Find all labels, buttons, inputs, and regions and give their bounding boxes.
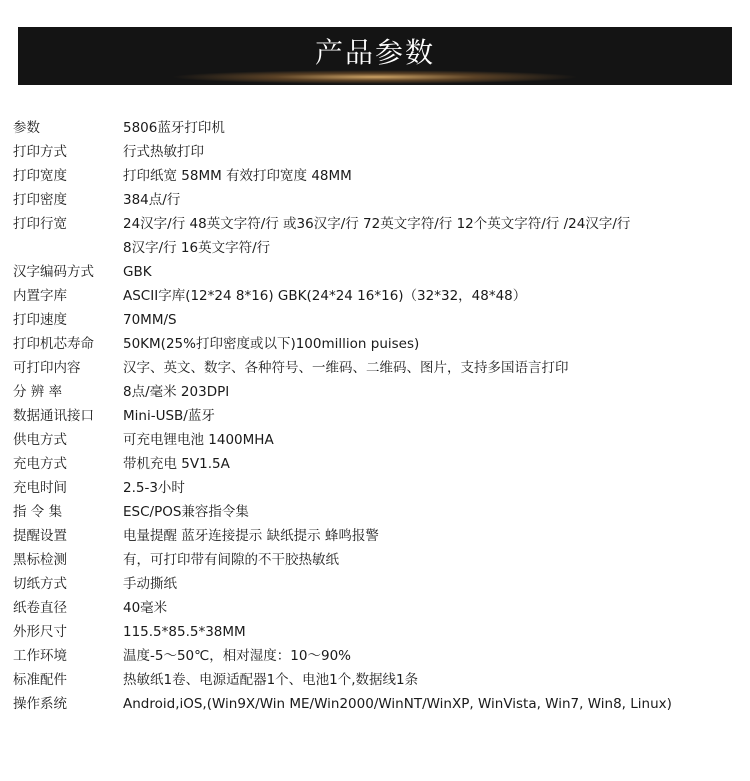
spec-value: 打印纸宽 58MM 有效打印宽度 48MM	[123, 168, 352, 184]
spec-label: 打印行宽	[13, 216, 67, 232]
spec-value: 115.5*85.5*38MM	[123, 624, 246, 640]
spec-row	[0, 573, 750, 595]
spec-label: 打印密度	[13, 192, 67, 208]
spec-value: GBK	[123, 264, 152, 280]
spec-label: 供电方式	[13, 432, 67, 448]
spec-row	[0, 213, 750, 235]
spec-label: 外形尺寸	[13, 624, 67, 640]
spec-value: 可充电锂电池 1400MHA	[123, 432, 274, 448]
spec-value: 8汉字/行 16英文字符/行	[123, 240, 271, 256]
spec-label: 打印方式	[13, 144, 67, 160]
spec-value: 8点/毫米 203DPI	[123, 384, 230, 400]
spec-value: ASCII字库(12*24 8*16) GBK(24*24 16*16)（32*32，48*48）	[123, 288, 527, 304]
spec-label: 可打印内容	[13, 360, 81, 376]
spec-label: 充电方式	[13, 456, 67, 472]
spec-value: 行式热敏打印	[123, 144, 204, 160]
spec-label: 汉字编码方式	[13, 264, 94, 280]
spec-row	[0, 333, 750, 355]
spec-label: 内置字库	[13, 288, 67, 304]
spec-label: 操作系统	[13, 696, 67, 712]
spec-label: 数据通讯接口	[13, 408, 94, 424]
spec-row	[0, 381, 750, 403]
spec-value: ESC/POS兼容指令集	[123, 504, 249, 520]
header-glow-decoration	[170, 70, 580, 84]
spec-value: 温度-5～50℃，相对湿度：10～90%	[123, 648, 351, 664]
spec-label: 指 令 集	[13, 504, 63, 520]
spec-value: 带机充电 5V1.5A	[123, 456, 230, 472]
spec-row	[0, 261, 750, 283]
spec-row	[0, 429, 750, 451]
spec-row	[0, 621, 750, 643]
spec-row	[0, 357, 750, 379]
spec-label: 充电时间	[13, 480, 67, 496]
spec-label: 标准配件	[13, 672, 67, 688]
spec-value: 汉字、英文、数字、各种符号、一维码、二维码、图片，支持多国语言打印	[123, 360, 569, 376]
spec-row	[0, 165, 750, 187]
spec-row	[0, 477, 750, 499]
spec-row	[0, 117, 750, 139]
spec-value: 手动撕纸	[123, 576, 177, 592]
spec-label: 工作环境	[13, 648, 67, 664]
spec-label: 参数	[13, 120, 40, 136]
spec-label: 切纸方式	[13, 576, 67, 592]
spec-row	[0, 501, 750, 523]
spec-value: 384点/行	[123, 192, 181, 208]
spec-value: 2.5-3小时	[123, 480, 185, 496]
spec-label: 打印机芯寿命	[13, 336, 94, 352]
spec-row	[0, 453, 750, 475]
spec-value: 24汉字/行 48英文字符/行 或36汉字/行 72英文字符/行 12个英文字符/行 /24汉字/行	[123, 216, 631, 232]
spec-value: Mini-USB/蓝牙	[123, 408, 215, 424]
spec-row	[0, 285, 750, 307]
spec-row-continuation	[0, 237, 750, 259]
spec-value: 50KM(25%打印密度或以下)100million puises)	[123, 336, 420, 352]
spec-row	[0, 669, 750, 691]
spec-label: 打印宽度	[13, 168, 67, 184]
page-title: 产品参数	[314, 36, 435, 69]
spec-label: 提醒设置	[13, 528, 67, 544]
spec-value: 电量提醒 蓝牙连接提示 缺纸提示 蜂鸣报警	[123, 528, 379, 544]
spec-row	[0, 141, 750, 163]
spec-label: 打印速度	[13, 312, 67, 328]
spec-value: 热敏纸1卷、电源适配器1个、电池1个,数据线1条	[123, 672, 419, 688]
spec-row	[0, 645, 750, 667]
spec-row	[0, 549, 750, 571]
spec-value: Android,iOS,(Win9X/Win ME/Win2000/WinNT/WinXP, WinVista, Win7, Win8, Linux)	[123, 696, 672, 712]
spec-row	[0, 405, 750, 427]
spec-value: 有，可打印带有间隙的不干胶热敏纸	[123, 552, 339, 568]
spec-label: 分 辨 率	[13, 384, 63, 400]
spec-value: 5806蓝牙打印机	[123, 120, 225, 136]
spec-row	[0, 309, 750, 331]
spec-row	[0, 693, 750, 715]
spec-row	[0, 189, 750, 211]
spec-row	[0, 525, 750, 547]
spec-value: 70MM/S	[123, 312, 177, 328]
spec-label: 黑标检测	[13, 552, 67, 568]
spec-label: 纸卷直径	[13, 600, 67, 616]
spec-value: 40毫米	[123, 600, 168, 616]
spec-row	[0, 597, 750, 619]
